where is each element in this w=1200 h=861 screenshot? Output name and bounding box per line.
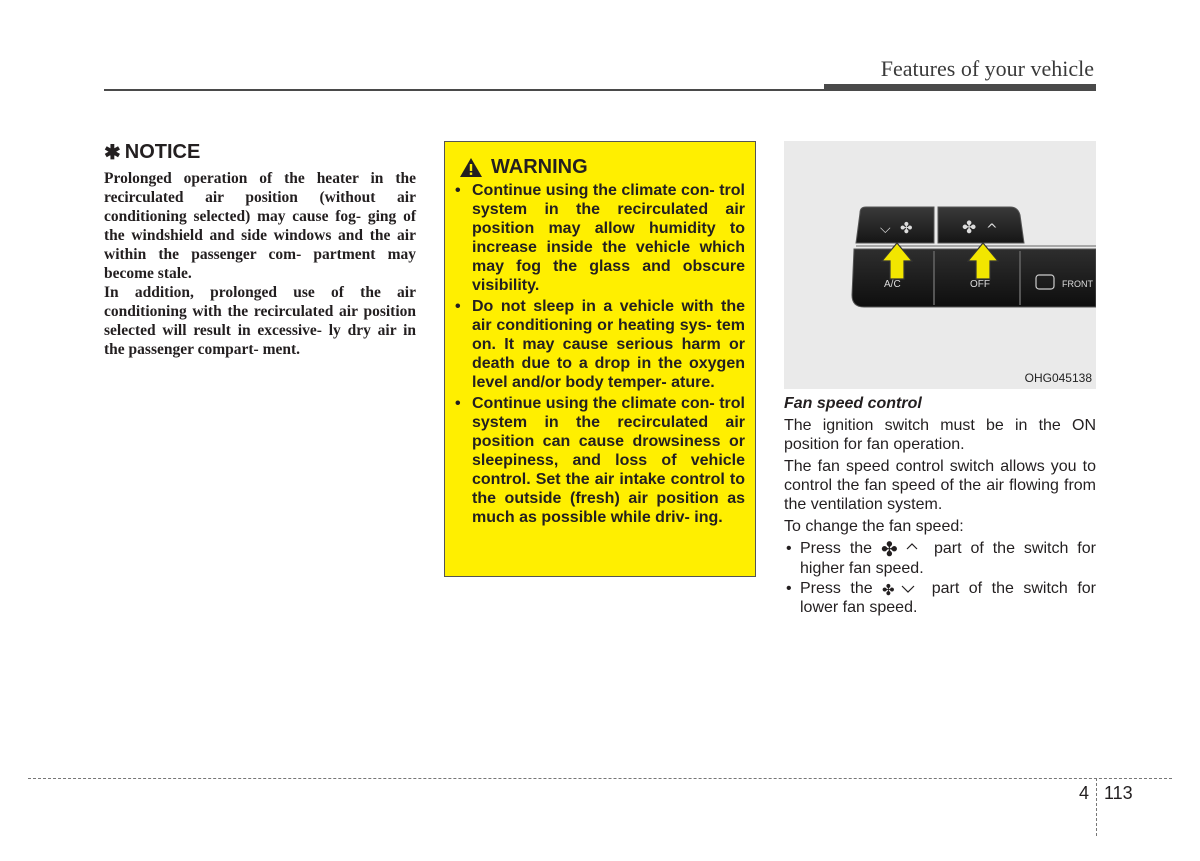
front-label: FRONT [1062,279,1093,289]
fan-up-icon [881,539,925,559]
warning-box [444,141,756,577]
notice-section [104,140,416,359]
fan-paragraph-2: The fan speed control switch allows you to control the fan speed of the air flowing from the ventilation system. [784,458,1096,513]
svg-text:^: ^ [986,222,998,238]
notice-title: NOTICE [124,141,201,163]
figure-code: OHG045138 [1024,371,1092,385]
warning-list [455,181,745,527]
off-label: OFF [970,279,990,290]
warning-heading [459,156,745,179]
warning-item: • Continue using the climate con- trol system in the recirculated air position may allow humidity to increase inside the vehicle which may fog the glass and obscure visibility. [455,181,745,295]
fan-paragraph-1: The ignition switch must be in the ON position for fan operation. [784,417,1096,453]
footer-rule [28,778,1172,779]
ac-label: A/C [884,279,901,290]
notice-heading [104,140,416,165]
fan-speed-section [784,394,1096,618]
svg-text:✤: ✤ [882,580,895,598]
warning-item: • Do not sleep in a vehicle with the air conditioning or heating sys- tem on. It may cause serious harm or death due to a drop in the oxygen level and/or body temper- ature. [455,297,745,392]
fan-down-icon [882,580,922,598]
fan-switch-illustration [784,141,1096,389]
footer-divider [1096,778,1097,836]
warning-triangle-icon [459,157,483,178]
header-rule-accent [824,84,1096,91]
notice-paragraph: Prolonged operation of the heater in the recirculated air position (without air conditioning selected) may cause fog- ging of the windshield and side windows and the air within the passenger com- partment may become stale. [104,170,416,282]
bullet-prefix: Press the [800,540,873,558]
asterisk-icon: ✱ [104,142,121,164]
bullet-suffix: part of the switch for lower fan speed. [800,580,1096,616]
warning-title: WARNING [491,156,588,178]
fan-bullet-lower [784,579,1096,617]
fan-speed-subtitle: Fan speed control [784,395,922,412]
page-number: 113 [1104,783,1133,803]
notice-paragraph: In addition, prolonged use of the air conditioning with the recirculated air position selected will result in excessive- ly dry air in the passenger compart- ment. [104,284,416,358]
svg-text:⌵: ⌵ [880,221,891,237]
bullet-suffix: part of the switch for higher fan speed. [800,540,1096,577]
fan-bullet-higher [784,539,1096,578]
svg-text:✤: ✤ [881,539,898,559]
bullet-prefix: Press the [800,580,873,597]
svg-text:✤: ✤ [962,218,977,238]
header-title: Features of your vehicle [880,56,1094,81]
chapter-number: 4 [1079,783,1090,803]
fan-paragraph-3: To change the fan speed: [784,518,964,535]
header-rule [104,89,824,91]
fan-bullets [784,539,1096,617]
fan-control-figure [784,141,1096,389]
warning-item: • Continue using the climate con- trol system in the recirculated air position can cause drowsiness or sleepiness, and loss of vehicle control. Set the air intake control to the outside (fresh) air position as much as possible while driv- ing. [455,394,745,527]
svg-text:✤: ✤ [900,219,913,237]
